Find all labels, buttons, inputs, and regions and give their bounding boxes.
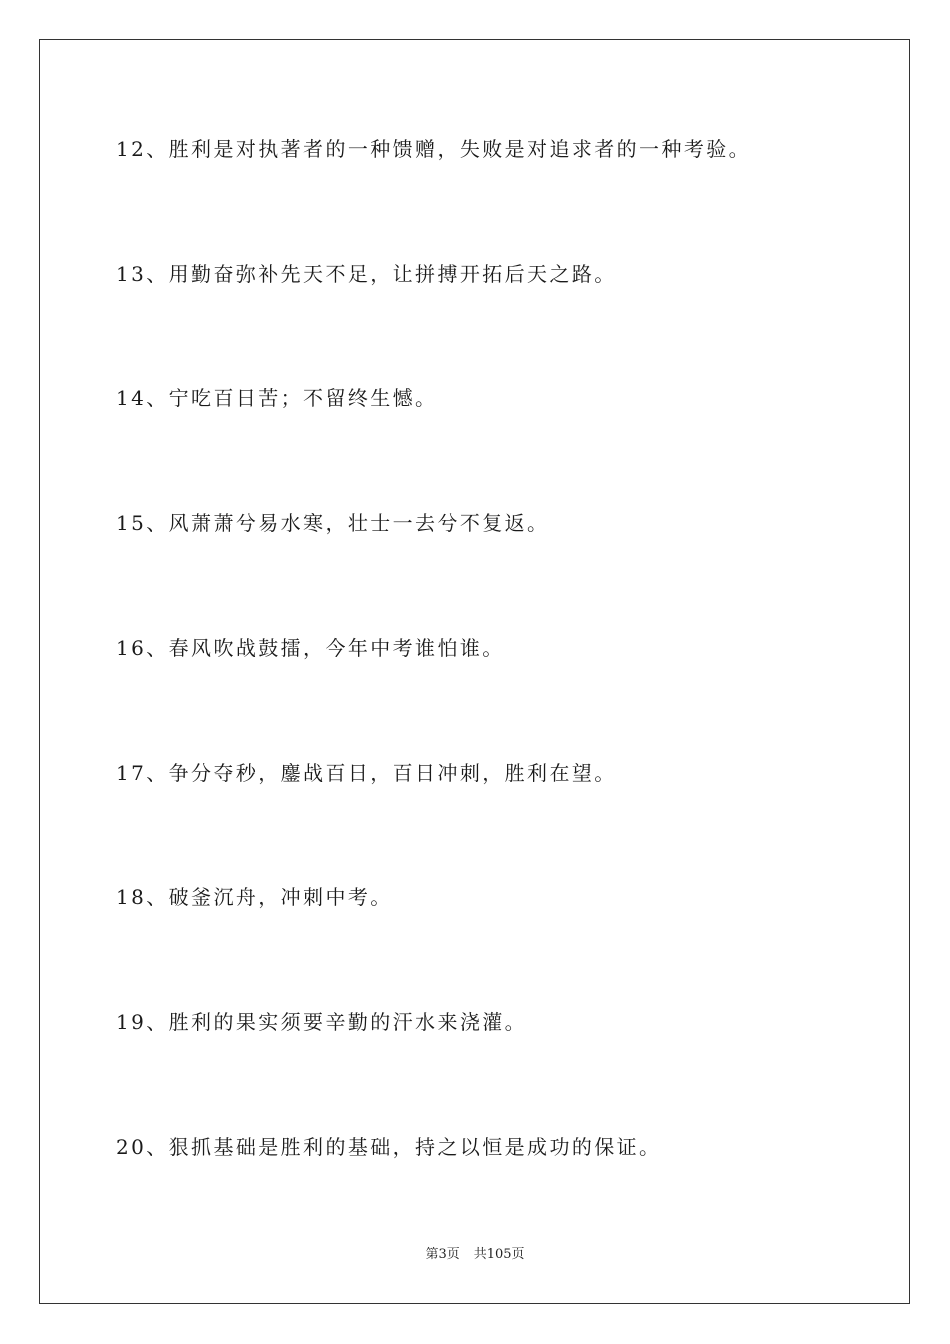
quote-line-17: 17、争分夺秒，鏖战百日，百日冲刺，胜利在望。 [116,761,617,785]
page-number: 第3页 [425,1247,460,1262]
quote-line-13: 13、用勤奋弥补先天不足，让拼搏开拓后天之路。 [116,262,617,286]
page-total: 共105页 [473,1247,525,1262]
quote-line-16: 16、春风吹战鼓擂，今年中考谁怕谁。 [116,636,505,660]
quote-line-14: 14、宁吃百日苦；不留终生憾。 [116,386,438,410]
quote-line-18: 18、破釜沉舟，冲刺中考。 [116,885,393,909]
quote-line-12: 12、胜利是对执著者的一种馈赠，失败是对追求者的一种考验。 [116,137,752,161]
quote-line-15: 15、风萧萧兮易水寒，壮士一去兮不复返。 [116,511,550,535]
page-footer [0,1246,950,1264]
quote-line-19: 19、胜利的果实须要辛勤的汗水来浇灌。 [116,1010,528,1034]
quote-line-20: 20、狠抓基础是胜利的基础，持之以恒是成功的保证。 [116,1135,662,1159]
page-border [39,39,910,1304]
